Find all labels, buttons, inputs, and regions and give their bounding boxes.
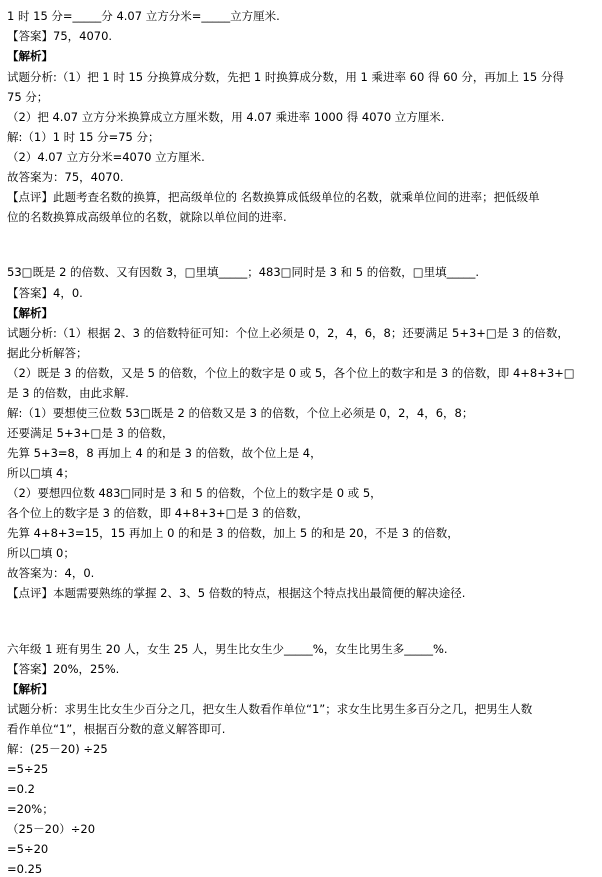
text-line: 【答案】4，0. [7,286,83,300]
text-line: =5÷20 [7,842,49,856]
text-line: 解:（1）要想使三位数 53□既是 2 的倍数又是 3 的倍数，个位上必须是 0，2，4，6，8； [7,406,474,420]
text-line: 53□既是 2 的倍数、又有因数 3，□里填_____；483□同时是 3 和 5 的倍数，□里填_____. [7,265,480,279]
text-line: 各个位上的数字是 3 的倍数，即 4+8+3+□是 3 的倍数， [7,506,309,520]
text-line: 【答案】75，4070. [7,29,113,43]
text-line: 先算 5+3=8，8 再加上 4 的和是 3 的倍数，故个位上是 4， [7,446,322,460]
text-line: 【解析】 [7,49,53,63]
text-line: =0.25 [7,862,43,876]
text-line: 六年级 1 班有男生 20 人，女生 25 人，男生比女生少_____%，女生比男生多_____%. [7,642,448,656]
text-line: 故答案为：75，4070. [7,170,124,184]
text-line: （2）把 4.07 立方分米换算成立方厘米数，用 4.07 乘进率 1000 得 4070 立方厘米. [7,110,445,124]
text-line: 【点评】本题需要熟练的掌握 2、3、5 倍数的特点，根据这个特点找出最简便的解决途径. [7,586,466,600]
text-line: （2）要想四位数 483□同时是 3 和 5 的倍数，个位上的数字是 0 或 5， [7,486,382,500]
text-line: =5÷25 [7,762,49,776]
text-line: 位的名数换算成高级单位的名数，就除以单位间的进率. [7,210,287,224]
text-line: 【解析】 [7,306,53,320]
text-line: 还要满足 5+3+□是 3 的倍数， [7,426,174,440]
text-line: 看作单位“1”，根据百分数的意义解答即可. [7,722,226,736]
text-line: 1 时 15 分=_____分 4.07 立方分米=_____立方厘米. [7,9,280,23]
text-line: 故答案为：4，0. [7,566,95,580]
text-line: （25－20）÷20 [7,822,96,836]
text-line: 【答案】20%，25%. [7,662,120,676]
text-line: =20%； [7,802,54,816]
text-line: 试题分析：求男生比女生少百分之几，把女生人数看作单位“1”；求女生比男生多百分之几，把男生人数 [7,702,533,716]
text-line: 据此分析解答； [7,346,88,360]
text-line: （2）4.07 立方分米=4070 立方厘米. [7,150,205,164]
text-line: 试题分析:（1）根据 2、3 的倍数特征可知：个位上必须是 0，2，4，6，8；还要满足 5+3+□是 3 的倍数， [7,326,569,340]
text-line: 所以□填 4； [7,466,75,480]
text-line: 所以□填 0； [7,546,75,560]
text-line: 解：(25－20) ÷25 [7,742,108,756]
text-line: 【解析】 [7,682,53,696]
text-line: 试题分析:（1）把 1 时 15 分换算成分数，先把 1 时换算成分数，用 1 乘进率 60 得 60 分，再加上 15 分得 [7,70,564,84]
text-line: 先算 4+8+3=15，15 再加上 0 的和是 3 的倍数，加上 5 的和是 20，不是 3 的倍数， [7,526,459,540]
text-line: 是 3 的倍数，由此求解. [7,386,129,400]
text-line: （2）既是 3 的倍数，又是 5 的倍数，个位上的数字是 0 或 5，各个位上的数字和是 3 的倍数，即 4+8+3+□ [7,366,575,380]
text-line: 解:（1）1 时 15 分=75 分； [7,130,160,144]
text-line: 【点评】此题考查名数的换算，把高级单位的 名数换算成低级单位的名数，就乘单位间的进率；把低级单 [7,190,540,204]
text-line: =0.2 [7,782,35,796]
text-line: 75 分； [7,90,49,104]
